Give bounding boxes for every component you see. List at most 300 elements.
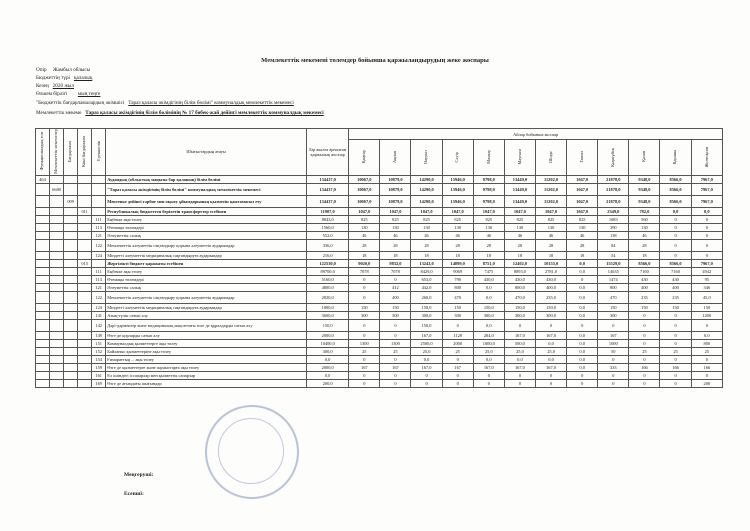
cell-annual-total: 11907,0 [307, 207, 349, 215]
cell-code-c3 [64, 251, 78, 259]
cell-month-value: 300 [349, 311, 380, 319]
cell-month-value: 84 [598, 239, 629, 251]
cell-code-c5: 113 [92, 275, 106, 283]
cell-code-c1 [36, 303, 50, 311]
cell-month-value: 825 [535, 215, 566, 223]
cell-expense-name: Республикалық бюджеттен берілетін трансферттер есебінен [106, 207, 307, 215]
cell-month-value: 9020,0 [349, 259, 380, 267]
cell-code-c1 [36, 347, 50, 355]
cell-month-value: 235 [660, 291, 691, 303]
cell-month-value: 8566,0 [660, 183, 691, 195]
cell-month-value: 1047,0 [411, 207, 442, 215]
cell-month-value: 0,0 [691, 207, 722, 215]
table-row [36, 195, 723, 207]
cell-month-value: 0 [535, 319, 566, 331]
table-row [36, 311, 723, 319]
cell-code-c5: 122 [92, 291, 106, 303]
cell-annual-total: 0,0 [307, 355, 349, 363]
cell-code-c2 [50, 319, 64, 331]
cell-month-value: 0 [691, 371, 722, 379]
cell-month-value: 8893,0 [504, 267, 535, 275]
cell-expense-name: Аудандық (облыстық маңызы бар қаланың) білім бөлімі [106, 175, 307, 183]
cell-month-value: 0 [504, 319, 535, 331]
cell-expense-name: Мектепке дейінгі тәрбие мен оқыту ұйымдарының қызметін қамтамасыз ету [106, 195, 307, 207]
document-title: Мемлекеттік мекемені толемдер бойынша қаржыландырудың жеке жоспары [261, 57, 489, 64]
cell-month-value: 11202,0 [535, 175, 566, 183]
cell-month-value: 10879,0 [380, 183, 411, 195]
cell-month-value: 25,0 [411, 347, 442, 355]
cell-month-value: 130 [411, 223, 442, 231]
cell-month-value: 25 [442, 347, 473, 355]
cell-month-value: 430 [629, 275, 660, 283]
cell-month-value: 7078 [380, 267, 411, 275]
cell-code-c3 [64, 231, 78, 239]
cell-month-value: 138 [598, 231, 629, 239]
cell-month-value: 790 [442, 275, 473, 283]
cell-annual-total: 8843,0 [307, 215, 349, 223]
cell-month-value: 0,0 [504, 355, 535, 363]
cell-annual-total: 2000,0 [307, 331, 349, 339]
cell-expense-name: Мемлекеттік әлеуметтік сақтандыру қорына әлеуметтік аударымдар [106, 239, 307, 251]
cell-month-value: 14635 [598, 267, 629, 275]
cell-code-c1 [36, 319, 50, 331]
cell-month-value: 430,0 [535, 275, 566, 283]
cell-month-value: 0,0 [567, 347, 598, 355]
cell-month-value: 0,0 [567, 283, 598, 291]
cell-month-value: 825 [349, 215, 380, 223]
cell-code-c2 [50, 251, 64, 259]
cell-month-value: 0 [629, 319, 660, 331]
cell-code-c4 [78, 347, 92, 355]
cell-code-c3 [64, 303, 78, 311]
cell-month-value: 166 [629, 363, 660, 371]
cell-month-value: 7967,0 [691, 175, 722, 183]
table-row [36, 207, 723, 215]
cell-month-value: 1047,0 [567, 183, 598, 195]
cell-month-value: 0 [535, 379, 566, 387]
cell-month-value: 0 [535, 371, 566, 379]
cell-code-c4 [78, 303, 92, 311]
cell-month-value: 1047,0 [567, 195, 598, 207]
cell-annual-total: 134437,0 [307, 183, 349, 195]
header-col-code-5: Ерекшелік [92, 129, 106, 176]
cell-code-c5: 124 [92, 251, 106, 259]
cell-month-value: 0 [660, 379, 691, 387]
cell-month-value: 0 [598, 355, 629, 363]
cell-month-value: 0 [442, 371, 473, 379]
cell-month-value: 45,0 [691, 291, 722, 303]
cell-month-value: 300,0 [473, 311, 504, 319]
cell-month-value: 21878,0 [598, 183, 629, 195]
cell-month-value: 825 [380, 215, 411, 223]
cell-month-value: 8751,0 [473, 259, 504, 267]
cell-code-c5: 149 [92, 331, 106, 339]
cell-code-c4 [78, 371, 92, 379]
cell-month-value: 28 [535, 239, 566, 251]
cell-month-value: 0 [380, 355, 411, 363]
cell-annual-total: 10400,0 [307, 339, 349, 347]
cell-month-value: 0 [504, 371, 535, 379]
cell-code-c2 [50, 223, 64, 231]
cell-code-c1 [36, 291, 50, 303]
cell-month-value: 0,0 [567, 355, 598, 363]
cell-month-value: 150,0 [535, 303, 566, 311]
cell-code-c2 [50, 355, 64, 363]
cell-month-value: 0 [691, 239, 722, 251]
cell-code-c3 [64, 379, 78, 387]
cell-expense-name: Өзге де ағымдағы шығындар [106, 379, 307, 387]
cell-code-c3 [64, 175, 78, 183]
cell-expense-name: Коммуналдық қызметтерге ақы төлеу [106, 339, 307, 347]
cell-month-value: 0,0 [567, 311, 598, 319]
cell-code-c3 [64, 311, 78, 319]
cell-month-value: 0 [691, 251, 722, 259]
cell-code-c1 [36, 231, 50, 239]
cell-code-c4 [78, 283, 92, 291]
cell-expense-name: Өзге де қорларды сатып алу [106, 331, 307, 339]
cell-code-c1 [36, 195, 50, 207]
cell-month-value: 0 [660, 311, 691, 319]
cell-month-value: 400,0 [535, 283, 566, 291]
cell-expense-name: Мемлекеттік әлеуметтік сақтандыру қорына әлеуметтік аударымдар [106, 291, 307, 303]
cell-month-value: 25 [691, 347, 722, 355]
cell-month-value: 46 [535, 231, 566, 239]
meta-budget-type [36, 76, 92, 81]
cell-month-value: 9069 [442, 267, 473, 275]
meta-admin-label: "Бюджеттік бағдарламалардың әкімшісі [36, 100, 125, 106]
table-row [36, 303, 723, 311]
cell-code-c1 [36, 251, 50, 259]
cell-month-value: 10879,0 [380, 195, 411, 207]
cell-month-value: 300,0 [535, 311, 566, 319]
cell-month-value: 130 [504, 223, 535, 231]
cell-month-value: 25 [380, 347, 411, 355]
cell-month-value: 470,0 [504, 291, 535, 303]
cell-month-value: 0,0 [535, 355, 566, 363]
cell-month-value: 470 [442, 291, 473, 303]
header-annual-total: Бір жылға арналған қаржылық жоспар [307, 129, 349, 176]
cell-code-c3: 009 [64, 195, 78, 207]
cell-code-c2 [50, 267, 64, 275]
cell-month-value: 12402,0 [504, 259, 535, 267]
meta-budget-type-label: Бюджеттің түрі [36, 75, 70, 81]
cell-expense-name: Әлеуметтік салық [106, 283, 307, 291]
cell-code-c3 [64, 363, 78, 371]
cell-month-value: 166 [691, 363, 722, 371]
cell-month-value: 412 [380, 283, 411, 291]
cell-month-value: 1047,0 [349, 207, 380, 215]
cell-month-value: 825 [567, 215, 598, 223]
cell-month-value: 0 [660, 319, 691, 331]
cell-annual-total: 300,0 [307, 347, 349, 355]
cell-month-value: 430,0 [473, 275, 504, 283]
cell-code-c4 [78, 239, 92, 251]
cell-code-c1 [36, 283, 50, 291]
cell-month-value: 18 [442, 251, 473, 259]
cell-month-value: 2000 [442, 339, 473, 347]
cell-month-value: 0 [691, 215, 722, 223]
cell-month-value: 1047,0 [504, 207, 535, 215]
meta-region [36, 68, 90, 73]
cell-month-value: 0 [411, 371, 442, 379]
header-col-code-3: Бағдарлама [64, 129, 78, 176]
cell-month-value: 14290,0 [411, 195, 442, 207]
cell-month-value: 150 [691, 303, 722, 311]
cell-month-value: 7160 [629, 267, 660, 275]
cell-month-value: 15946,0 [442, 183, 473, 195]
meta-admin [36, 101, 294, 106]
cell-month-value: 0,0 [567, 303, 598, 311]
cell-month-value: 46 [442, 231, 473, 239]
header-months-group: Айлар бойынша жоспар [349, 129, 723, 140]
cell-month-value: 150 [660, 303, 691, 311]
cell-month-value: 1000,0 [473, 339, 504, 347]
cell-code-c4 [78, 291, 92, 303]
cell-month-value: 300 [380, 311, 411, 319]
cell-month-value: 825 [504, 215, 535, 223]
header-expense-name: Шығыстардың атауы [106, 129, 307, 176]
header-month-8: Қыркүйек [598, 140, 629, 176]
cell-month-value: 8566,0 [660, 175, 691, 183]
cell-month-value: 7967,0 [691, 195, 722, 207]
meta-institution [36, 111, 324, 116]
header-col-code-4: Кіші бағдарлама [78, 129, 92, 176]
meta-institution-label: Мемлекеттік мекеме [36, 110, 82, 116]
cell-expense-name: "Тараз қаласы әкімдігінің білім бөлімі" коммуналдық мемлекеттік мекемесі [106, 183, 307, 195]
cell-month-value: 9798,0 [473, 183, 504, 195]
cell-month-value: 0 [349, 291, 380, 303]
header-col-code-2: Мемлекеттік мекемелер [50, 129, 64, 176]
cell-code-c1 [36, 239, 50, 251]
cell-expense-name: Жергілікті бюджет қаражаты есебінен [106, 259, 307, 267]
cell-month-value: 0 [660, 339, 691, 347]
cell-month-value: 25,0 [535, 347, 566, 355]
cell-month-value: 0 [411, 379, 442, 387]
cell-month-value: 25,0 [473, 347, 504, 355]
cell-code-c4 [78, 251, 92, 259]
table-row [36, 259, 723, 267]
cell-month-value: 8566,0 [660, 259, 691, 267]
cell-month-value: 0 [691, 231, 722, 239]
cell-month-value: 2500,0 [411, 339, 442, 347]
table-row [36, 347, 723, 355]
cell-month-value: 0 [660, 231, 691, 239]
cell-month-value: 18 [473, 251, 504, 259]
cell-expense-name: Еңбекке ақы төлеу [106, 267, 307, 275]
cell-code-c2 [50, 175, 64, 183]
cell-code-c5: 121 [92, 231, 106, 239]
table-row [36, 355, 723, 363]
cell-annual-total: 2820,0 [307, 291, 349, 303]
cell-month-value: 7967,0 [691, 183, 722, 195]
cell-month-value: 1200 [691, 311, 722, 319]
cell-month-value: 15529,0 [598, 259, 629, 267]
cell-month-value: 1683 [598, 215, 629, 223]
cell-code-c3 [64, 319, 78, 331]
cell-month-value: 0 [349, 331, 380, 339]
cell-code-c4: 015 [78, 259, 92, 267]
cell-code-c3 [64, 207, 78, 215]
table-row [36, 215, 723, 223]
cell-code-c2 [50, 379, 64, 387]
cell-expense-name: Өтемақы төлемдері [106, 223, 307, 231]
cell-month-value: 0,0 [473, 291, 504, 303]
cell-month-value: 1474 [598, 275, 629, 283]
cell-code-c5 [92, 259, 106, 267]
cell-code-c1 [36, 331, 50, 339]
cell-month-value: 0 [473, 371, 504, 379]
cell-annual-total: 200,0 [307, 379, 349, 387]
cell-month-value: 167,0 [535, 331, 566, 339]
cell-expense-name: Әлеуметтік салық [106, 231, 307, 239]
cell-month-value: 333 [598, 363, 629, 371]
cell-month-value: 9348,0 [629, 175, 660, 183]
meta-period-value: 2020 жыл [52, 83, 74, 89]
cell-month-value: 0 [567, 379, 598, 387]
cell-month-value: 10155,0 [535, 259, 566, 267]
cell-month-value: 167,0 [504, 363, 535, 371]
cell-month-value: 0 [629, 311, 660, 319]
cell-code-c5 [92, 207, 106, 215]
cell-month-value: 0 [629, 355, 660, 363]
cell-expense-name: Азық-түлік сатып алу [106, 311, 307, 319]
cell-month-value: 0 [349, 283, 380, 291]
cell-code-c4 [78, 331, 92, 339]
cell-month-value: 150,0 [504, 303, 535, 311]
meta-region-label: Опір [36, 67, 47, 73]
cell-month-value: 167 [349, 363, 380, 371]
cell-month-value: 8566,0 [629, 259, 660, 267]
cell-month-value: 28 [629, 239, 660, 251]
cell-month-value: 25 [629, 347, 660, 355]
cell-month-value: 28 [349, 239, 380, 251]
cell-month-value: 21878,0 [598, 195, 629, 207]
cell-month-value: 260,0 [411, 291, 442, 303]
cell-annual-total: 122530,0 [307, 259, 349, 267]
cell-month-value: 400 [629, 283, 660, 291]
cell-code-c1 [36, 355, 50, 363]
cell-month-value: 0 [629, 331, 660, 339]
cell-month-value: 28 [411, 239, 442, 251]
cell-month-value: 0,0 [567, 363, 598, 371]
cell-annual-total: 134437,0 [307, 175, 349, 183]
cell-month-value: 0 [380, 379, 411, 387]
cell-month-value: 50 [598, 347, 629, 355]
cell-month-value: 300 [598, 311, 629, 319]
cell-month-value: 167,0 [411, 363, 442, 371]
cell-annual-total: 134437,0 [307, 195, 349, 207]
cell-month-value: 7475 [473, 267, 504, 275]
cell-code-c3 [64, 223, 78, 231]
cell-month-value: 0 [473, 379, 504, 387]
cell-month-value: 800 [598, 283, 629, 291]
cell-code-c4 [78, 175, 92, 183]
table-row [36, 379, 723, 387]
cell-month-value: 0 [691, 223, 722, 231]
cell-code-c2 [50, 283, 64, 291]
meta-budget-type-value: қалалық [73, 75, 93, 81]
cell-month-value: 0 [660, 251, 691, 259]
header-month-5: Маусым [504, 140, 535, 176]
cell-code-c3 [64, 183, 78, 195]
cell-code-c5 [92, 183, 106, 195]
cell-code-c4 [78, 215, 92, 223]
cell-code-c5: 122 [92, 239, 106, 251]
cell-month-value: 430 [660, 275, 691, 283]
cell-month-value: 13449,0 [504, 183, 535, 195]
cell-month-value: 0 [380, 371, 411, 379]
cell-month-value: 8429,0 [411, 267, 442, 275]
cell-month-value: 18 [535, 251, 566, 259]
cell-month-value: 0 [349, 275, 380, 283]
cell-month-value: 1047,0 [567, 175, 598, 183]
cell-month-value: 15946,0 [442, 175, 473, 183]
cell-code-c1 [36, 215, 50, 223]
cell-month-value: 28 [567, 239, 598, 251]
cell-code-c1: 464 [36, 175, 50, 183]
cell-month-value: 0 [598, 371, 629, 379]
cell-month-value: 0 [380, 319, 411, 331]
cell-code-c2 [50, 195, 64, 207]
cell-month-value: 18 [380, 251, 411, 259]
cell-month-value: 470 [598, 291, 629, 303]
cell-code-c5 [92, 175, 106, 183]
cell-code-c1 [36, 267, 50, 275]
cell-code-c3 [64, 347, 78, 355]
cell-month-value: 166 [660, 363, 691, 371]
cell-month-value: 18 [349, 251, 380, 259]
cell-code-c2 [50, 207, 64, 215]
cell-month-value: 54 [598, 251, 629, 259]
cell-month-value: 9832,0 [380, 259, 411, 267]
cell-month-value: 46 [504, 231, 535, 239]
cell-month-value: 204,0 [473, 331, 504, 339]
cell-code-c3 [64, 339, 78, 347]
cell-month-value: 9348,0 [629, 183, 660, 195]
cell-code-c4 [78, 267, 92, 275]
cell-code-c5: 111 [92, 267, 106, 275]
financing-plan-table [35, 128, 723, 388]
cell-expense-name: Ғимараттың ... ақы төлеу [106, 355, 307, 363]
cell-month-value: 0 [567, 275, 598, 283]
cell-month-value: 9798,0 [473, 195, 504, 207]
cell-month-value: 346 [691, 283, 722, 291]
header-month-10: Қараша [660, 140, 691, 176]
cell-month-value: 0,0 [473, 283, 504, 291]
cell-month-value: 46 [473, 231, 504, 239]
cell-month-value: 0 [380, 275, 411, 283]
cell-month-value: 18 [567, 251, 598, 259]
cell-month-value: 825 [473, 215, 504, 223]
cell-month-value: 0,0 [660, 207, 691, 215]
cell-month-value: 2781,0 [535, 267, 566, 275]
cell-code-c4 [78, 379, 92, 387]
table-row [36, 231, 723, 239]
cell-month-value: 800,0 [504, 283, 535, 291]
cell-code-c3 [64, 275, 78, 283]
cell-code-c2: 6680 [50, 183, 64, 195]
cell-code-c1 [36, 223, 50, 231]
cell-code-c2 [50, 259, 64, 267]
header-month-2: Наурыз [411, 140, 442, 176]
cell-month-value: 150,0 [411, 319, 442, 331]
header-month-6: Шілде [535, 140, 566, 176]
cell-month-value: 130 [349, 223, 380, 231]
cell-annual-total: 1560,0 [307, 223, 349, 231]
header-month-9: Қазан [629, 140, 660, 176]
cell-code-c4 [78, 275, 92, 283]
header-month-3: Сәуір [442, 140, 473, 176]
